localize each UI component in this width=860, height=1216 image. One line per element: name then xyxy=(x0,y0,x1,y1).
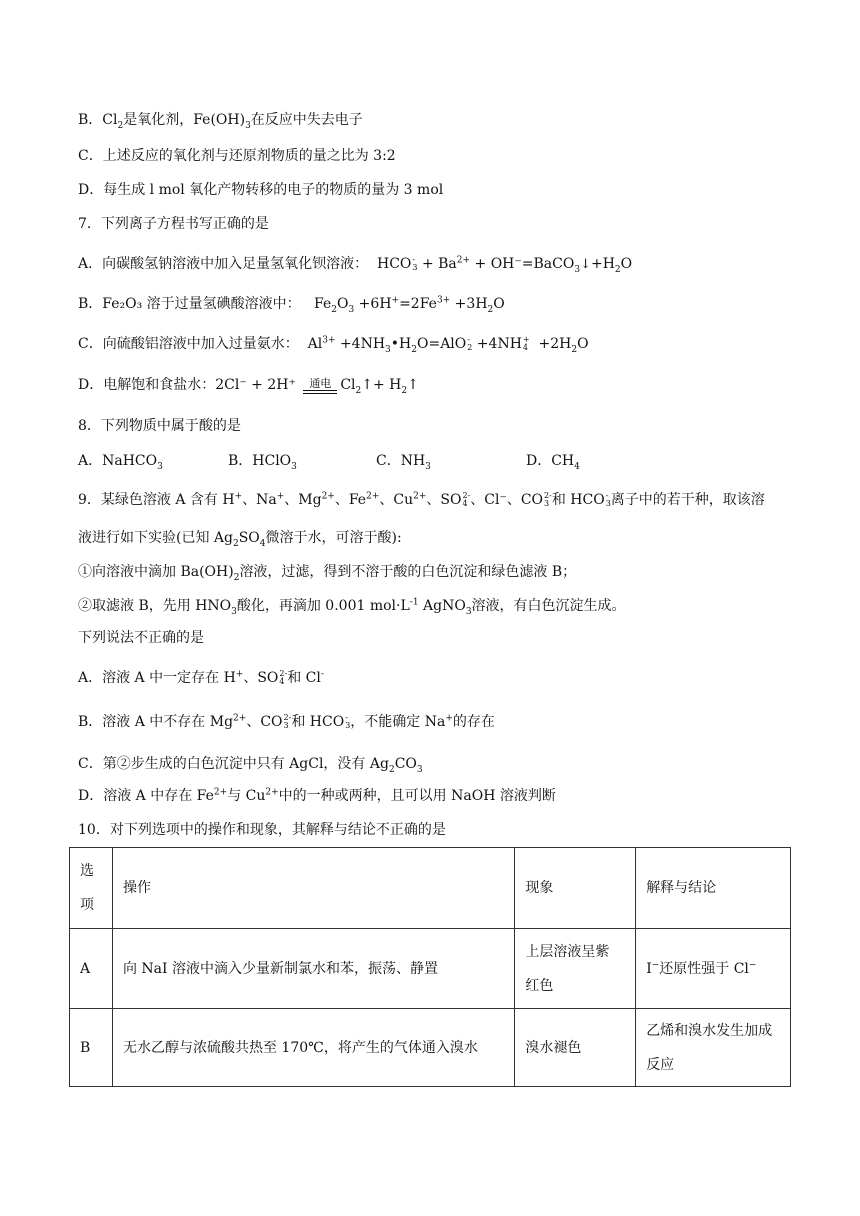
q9-step2: ②取滤液 B，先用 $HNO_3$酸化，再滴加 0.001 $mol\cdot L^{-1}$ AgNO$_3$溶液，有白色沉淀生成。 xyxy=(78,597,626,617)
q7-option-b-prefix: B．Fe₂O₃ 溶于过量氢碘酸溶液中： xyxy=(78,296,301,312)
header-option: 选 项 xyxy=(70,848,113,929)
q6-option-d: D．每生成 l mol 氧化产物转移的电子的物质的量为 3 mol xyxy=(78,182,444,198)
q9-option-b: B．溶液 A 中不存在 $Mg^{2+}$、CO 2- 3 和 HCO - 3 ，不能确定 Na+的存在 xyxy=(78,713,495,730)
header-phenomenon: 现象 xyxy=(515,848,636,929)
q7-option-a: A．向碳酸氢钠溶液中加入足量氢氧化钡溶液： HCO - 3 + $Ba^{2+}$ + $OH^-=BaCO_3↓+H_2O$ xyxy=(78,255,633,275)
row-b-conclusion: 乙烯和溴水发生加成 反应 xyxy=(636,1009,791,1087)
q7-option-b: B．Fe₂O₃ 溶于过量氢碘酸溶液中： $Fe_2O_3 +6H^+=2Fe^{3+} +3H_2O$ xyxy=(78,295,505,315)
table-header-row xyxy=(70,848,791,929)
q7-option-d-prefix: D．电解饱和食盐水：2Cl⁻ + 2H⁺ xyxy=(78,377,296,393)
q9-option-d: D．溶液 A 中存在 $Fe^{2+}$与 $Cu^{2+}$中的一种或两种，且可以用 NaOH 溶液判断 xyxy=(78,787,556,804)
q10-table xyxy=(69,847,791,1087)
row-b-option: B xyxy=(70,1009,113,1087)
q8-stem: 8．下列物质中属于酸的是 xyxy=(78,418,241,434)
q8-option-d: D．$CH_4$ xyxy=(526,453,580,472)
q9-option-a: A．溶液 A 中一定存在 H+、SO 2- 4 和 Cl- xyxy=(78,669,324,686)
q6-option-b: B．$Cl_2$是氧化剂，$Fe(OH)_3$在反应中失去电子 xyxy=(78,112,363,131)
header-operation: 操作 xyxy=(112,848,514,929)
q9-step1: ①向溶液中滴加 $Ba(OH)_2$溶液，过滤，得到不溶于酸的白色沉淀和绿色滤液 B； xyxy=(78,564,577,583)
q8-option-c: C．$NH_3$ xyxy=(376,453,431,472)
q8-option-b: B．HClO$_3$ xyxy=(228,453,297,472)
q10-stem: 10．对下列选项中的操作和现象，其解释与结论不正确的是 xyxy=(78,822,446,838)
q9-option-c: C．第②步生成的白色沉淀中只有 AgCl，没有 $Ag_2CO_3$ xyxy=(78,756,423,775)
table-row xyxy=(70,1009,791,1087)
q7-stem: 7．下列离子方程书写正确的是 xyxy=(78,216,269,232)
q7-option-d: D．电解饱和食盐水：2Cl⁻ + 2H⁺ 通电 $Cl_2↑+$ $H_2↑$ xyxy=(78,370,419,400)
header-conclusion: 解释与结论 xyxy=(636,848,791,929)
q9-stem-line2: 液进行如下实验(已知 $Ag_2SO_4$微溶于水，可溶于酸): xyxy=(78,530,402,549)
q9-stem-line1: 9．某绿色溶液 A 含有 H+、Na+、$Mg^{2+}$、$Fe^{2+}$、$Cu^{2+}$、SO 2- 4 、Cl⁻、CO 2- 3 和 HCO - 3 离子中的若干种，取该溶 xyxy=(78,491,765,508)
q7-option-a-prefix: A．向碳酸氢钠溶液中加入足量氢氧化钡溶液： xyxy=(78,256,369,272)
q7-option-c: C．向硫酸铝溶液中加入过量氨水： $Al^{3+}$ $+4NH_3•H_2O=AlO$ - 2 +4NH + 4 $+2H_2O$ xyxy=(78,335,589,355)
row-a-operation: 向 NaI 溶液中滴入少量新制氯水和苯，振荡、静置 xyxy=(112,929,514,1009)
q6-option-c: C．上述反应的氧化剂与还原剂物质的量之比为 3:2 xyxy=(78,148,396,164)
q9-ask: 下列说法不正确的是 xyxy=(78,630,204,646)
q7-option-c-prefix: C．向硫酸铝溶液中加入过量氨水： xyxy=(78,336,299,352)
table-row xyxy=(70,929,791,1009)
q8-option-a: A．NaHCO$_3$ xyxy=(78,453,163,472)
row-b-phenomenon: 溴水褪色 xyxy=(515,1009,636,1087)
row-a-option: A xyxy=(70,929,113,1009)
electrolysis-condition: 通电 xyxy=(303,378,337,400)
row-a-phenomenon: 上层溶液呈紫 红色 xyxy=(515,929,636,1009)
row-a-conclusion: I−还原性强于 Cl− xyxy=(636,929,791,1009)
row-b-operation: 无水乙醇与浓硫酸共热至 170℃，将产生的气体通入溴水 xyxy=(112,1009,514,1087)
